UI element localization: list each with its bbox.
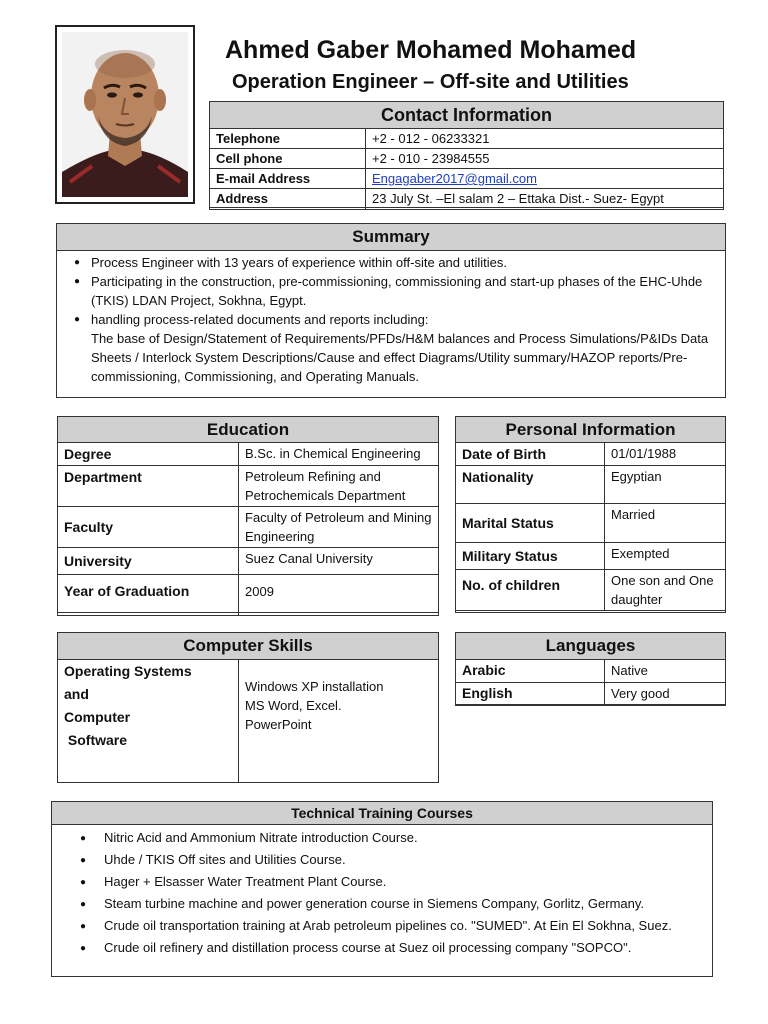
contact-row-cellphone [210, 149, 724, 169]
computer-skills-heading: Computer Skills [58, 633, 438, 660]
education-section [57, 416, 439, 613]
education-row [58, 466, 439, 507]
personal-row [456, 570, 726, 611]
children-label: No. of children [456, 570, 605, 611]
candidate-name: Ahmed Gaber Mohamed Mohamed [225, 36, 637, 64]
language-label: Arabic [456, 660, 605, 683]
summary-heading: Summary [57, 224, 725, 251]
cellphone-label: Cell phone [210, 149, 366, 169]
children-value: One son and One daughter [605, 570, 726, 611]
skills-value-line: Windows XP installation [245, 679, 384, 694]
graduation-value: 2009 [239, 575, 439, 616]
university-label: University [58, 548, 239, 575]
department-label: Department [58, 466, 239, 507]
dob-label: Date of Birth [456, 443, 605, 466]
training-heading: Technical Training Courses [52, 802, 712, 825]
personal-row [456, 543, 726, 570]
summary-section [56, 223, 726, 398]
education-table [57, 442, 439, 616]
contact-row-email [210, 169, 724, 189]
skills-value-line: PowerPoint [245, 717, 312, 732]
computer-skills-section [57, 632, 439, 783]
address-value: 23 July St. –El salam 2 – Ettaka Dist.- Suez- Egypt [366, 189, 724, 210]
skills-label-line: Computer [64, 709, 131, 725]
faculty-label: Faculty [58, 507, 239, 548]
degree-label: Degree [58, 443, 239, 466]
computer-skills-value [239, 660, 439, 783]
summary-item: ● Participating in the construction, pre-commissioning, commissioning and start-up phases of the EHC-Uhde (TKIS) LDAN Project, Sokhna, Egypt. [57, 272, 711, 310]
language-row [456, 660, 726, 683]
contact-section [209, 101, 724, 208]
training-list [52, 825, 712, 959]
profile-photo [62, 32, 188, 197]
degree-value: B.Sc. in Chemical Engineering [239, 443, 439, 466]
email-label: E-mail Address [210, 169, 366, 189]
education-row [58, 443, 439, 466]
training-item: ● Hager + Elsasser Water Treatment Plant Course. [52, 871, 712, 893]
telephone-label: Telephone [210, 129, 366, 149]
contact-row-telephone [210, 129, 724, 149]
education-row [58, 507, 439, 548]
education-heading: Education [58, 417, 438, 443]
training-item: ● Nitric Acid and Ammonium Nitrate introduction Course. [52, 827, 712, 849]
profile-photo-frame [55, 25, 195, 204]
training-item: ● Uhde / TKIS Off sites and Utilities Course. [52, 849, 712, 871]
email-link[interactable]: Engagaber2017@gmail.com [372, 171, 537, 186]
summary-item: ● handling process-related documents and reports including: [57, 310, 711, 329]
language-level: Very good [605, 683, 726, 706]
contact-row-address [210, 189, 724, 210]
languages-table [455, 659, 726, 706]
languages-section [455, 632, 726, 705]
cellphone-value: +2 - 010 - 23984555 [366, 149, 724, 169]
job-title: Operation Engineer – Off-site and Utilities [232, 71, 629, 93]
marital-value: Married [605, 504, 726, 543]
computer-skills-row [58, 660, 439, 783]
university-value: Suez Canal University [239, 548, 439, 575]
department-value: Petroleum Refining and Petrochemicals Department [239, 466, 439, 507]
personal-row [456, 504, 726, 543]
summary-list [57, 251, 725, 329]
languages-heading: Languages [456, 633, 725, 660]
dob-value: 01/01/1988 [605, 443, 726, 466]
language-label: English [456, 683, 605, 706]
training-item: ● Crude oil refinery and distillation process course at Suez oil processing company "SOPCO". [52, 937, 712, 959]
education-row [58, 548, 439, 575]
training-section [51, 801, 713, 977]
nationality-value: Egyptian [605, 466, 726, 504]
faculty-value: Faculty of Petroleum and Mining Engineering [239, 507, 439, 548]
contact-heading: Contact Information [210, 102, 723, 129]
military-value: Exempted [605, 543, 726, 570]
training-item: ● Crude oil transportation training at Arab petroleum pipelines co. "SUMED". At Ein El Sokhna, Suez. [52, 915, 712, 937]
telephone-value: +2 - 012 - 06233321 [366, 129, 724, 149]
training-item: ● Steam turbine machine and power generation course in Siemens Company, Gorlitz, Germany. [52, 893, 712, 915]
language-level: Native [605, 660, 726, 683]
summary-item: ● Process Engineer with 13 years of experience within off-site and utilities. [57, 253, 711, 272]
personal-row [456, 443, 726, 466]
education-row [58, 575, 439, 616]
graduation-label: Year of Graduation [58, 575, 239, 616]
skills-value-line: MS Word, Excel. [245, 698, 342, 713]
personal-heading: Personal Information [456, 417, 725, 443]
language-row [456, 683, 726, 706]
skills-label-line: Operating Systems [64, 663, 192, 679]
computer-skills-table [57, 659, 439, 783]
address-label: Address [210, 189, 366, 210]
personal-row [456, 466, 726, 504]
skills-label-line: Software [64, 732, 128, 748]
personal-table [455, 442, 726, 611]
nationality-label: Nationality [456, 466, 605, 504]
contact-table [209, 128, 724, 210]
summary-continuation: The base of Design/Statement of Requirements/PFDs/H&M balances and Process Simulations/P&IDs Data Sheets / Interlock System Descriptions/Cause and effect Diagrams/Utility summary/HAZOP reports/Pre-commissioning, Commissioning, and Operating Manuals. [91, 331, 709, 384]
marital-label: Marital Status [456, 504, 605, 543]
military-label: Military Status [456, 543, 605, 570]
skills-label-line: and [64, 686, 89, 702]
computer-skills-label [58, 660, 239, 783]
personal-section [455, 416, 726, 613]
